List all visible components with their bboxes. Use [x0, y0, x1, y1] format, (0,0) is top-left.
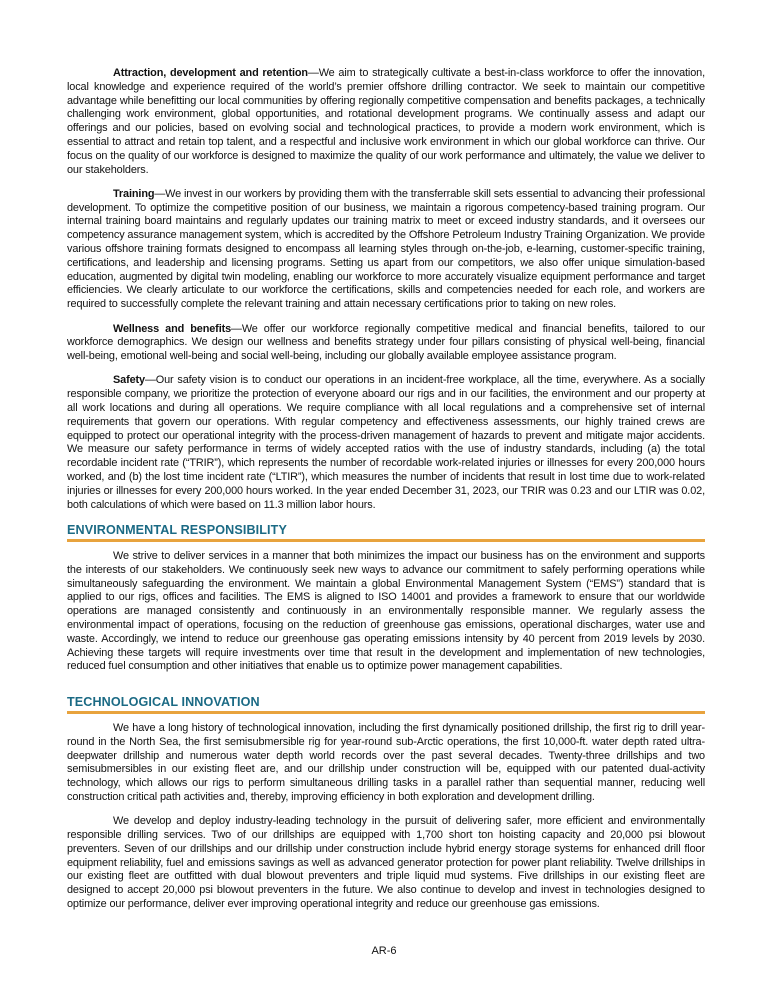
page-number: AR-6 [371, 945, 397, 957]
lead-in: Wellness and benefits [113, 322, 232, 335]
lead-in: Attraction, development and retention [113, 67, 308, 79]
paragraph-text: —Our safety vision is to conduct our operations in an incident-free workplace, all the time, everywhere. As a socially responsible company, we prioritize the protection of everyone aboard our rigs and in our facilities, the environment and our property at all work locations and during all operations. We require compliance with all local regulations and a comprehensive set of internal requirements that govern our operations. With regular competency and effectiveness assessments, our highly trained crews are equipped to protect our operational integrity with the process-driven management of hazards to prevent and mitigate major accidents. We measure our safety performance in terms of widely accepted ratios with the use of industry standards, including (a) the total recordable incident rate (“TRIR”), which represents the number of recordable work-related injuries or illnesses for every 200,000 hours worked, and (b) the lost time incident rate (“LTIR”), which measures the number of incidents that result in lost time due to work-related injuries or illnesses for every 200,000 hours worked. In the year ended December 31, 2023, our TRIR was 0.23 and our LTIR was 0.02, both calculations of which were based on 11.3 million labor hours. [67, 374, 705, 511]
paragraph-text: —We offer our workforce regionally competitive medical and financial benefits, tailored to our workforce demographics. We design our wellness and benefits strategy under four pillars consisting of physical well-being, financial well-being, emotional well-being and social well-being, including our globally available employee assistance program. [67, 322, 705, 363]
environmental-section [67, 550, 705, 685]
paragraph-wellness [67, 323, 705, 364]
heading-technological: TECHNOLOGICAL INNOVATION [67, 695, 705, 714]
paragraph-technological-deploy: We develop and deploy industry-leading technology in the pursuit of delivering safer, more efficient and environmentally responsible drilling services. Two of our drillships are equipped with 1,700 short ton hoisting capacity and 20,000 psi blowout preventers. Seven of our drillships and our drillship under construction include hybrid energy storage systems for enhanced drill floor equipment reliability, fuel and emissions savings as well as advanced generator protection for power plant reliability. Twelve drillships in our existing fleet are outfitted with dual blowout preventers and triple liquid mud systems. Five drillships in our existing fleet are designed to accept 20,000 psi blowout preventers in the future. We also continue to develop and invest in technologies designed to optimize our performance, deliver ever improving operational integrity and reduce our greenhouse gas emissions. [67, 815, 705, 911]
paragraph-text: —We aim to strategically cultivate a best-in-class workforce to offer the innovation, local knowledge and experience required of the world’s premier offshore drilling contractor. We seek to maintain our competitive advantage while benefitting our local communities by offering regionally competitive compensation and benefits packages, a technically challenging work environment, global opportunities, and rotational development programs. We continually assess and adapt our offerings and our policies, based on evolving social and technological practices, to provide a modern work environment, which is essential to attract and retain top talent, and a respectful and inclusive work environment in which our global workforce can thrive. Our focus on the quality of our workforce is designed to maximize the quality of our work performance and ultimately, the value we deliver to our stakeholders. [67, 67, 705, 176]
paragraph-training [67, 188, 705, 312]
lead-in: Safety [113, 374, 145, 387]
lead-in: Training [113, 187, 155, 200]
workforce-section [67, 67, 705, 523]
heading-environmental: ENVIRONMENTAL RESPONSIBILITY [67, 523, 705, 542]
paragraph-environmental: We strive to deliver services in a manner that both minimizes the impact our business has on the environment and supports the interests of our stakeholders. We continuously seek new ways to advance our commitment to safely performing operations while simultaneously safeguarding the environment. We maintain a global Environmental Management System (“EMS”) standard that is applied to our rigs, offices and facilities. The EMS is aligned to ISO 14001 and provides a framework to ensure that our worldwide operations are managed consistently and continuously in an environmentally responsible manner. We regularly assess the environmental impact of operations, focusing on the reduction of greenhouse gas emissions, operational discharges, water use and waste. Accordingly, we intend to reduce our greenhouse gas operating emissions intensity by 40 percent from 2019 levels by 2030. Achieving these targets will require investments over time that result in the development and implementation of new technologies, reduced fuel consumption and other initiatives that enable us to optimize power management capabilities. [67, 550, 705, 673]
paragraph-attraction [67, 67, 705, 177]
paragraph-safety [67, 374, 705, 512]
paragraph-text: —We invest in our workers by providing them with the transferrable skill sets essential to advancing their professional development. To optimize the competitive position of our business, we maintain a rigorous competency-based training program. Our internal training board maintains and regularly updates our training matrix to meet or exceed industry standards, and it oversees our competency assurance management system, which is accredited by the Offshore Petroleum Industry Training Organization. We provide various offshore training formats designed to encompass all learning styles through on-the-job, e-learning, customer-specific training, certifications, and leadership and licensing programs. Setting us apart from our competitors, we also offer unique simulation-based education, augmented by digital twin modeling, enabling our workforce to more accurately visualize equipment performance and target efficiencies. We clearly articulate to our workforce the certifications, skills and competencies needed for each role, and workers are required to successfully complete the relevant training and attain necessary certifications prior to taking on new roles. [67, 187, 705, 311]
paragraph-technological-history: We have a long history of technological innovation, including the first dynamically positioned drillship, the first rig to drill year-round in the North Sea, the first semisubmersible rig for year-round sub-Arctic operations, the first 10,000-ft. water depth rated ultra-deepwater drillship and numerous water depth world records over the past several decades. Twenty-three drillships and two semisubmersibles in our existing fleet are, and our drillship under construction will be, equipped with our patented dual-activity technology, which allows our rigs to perform simultaneous drilling tasks in a parallel rather than sequential manner, reducing well construction critical path activities and, thereby, improving efficiency in both exploration and development drilling. [67, 722, 705, 803]
technological-section [67, 722, 705, 922]
